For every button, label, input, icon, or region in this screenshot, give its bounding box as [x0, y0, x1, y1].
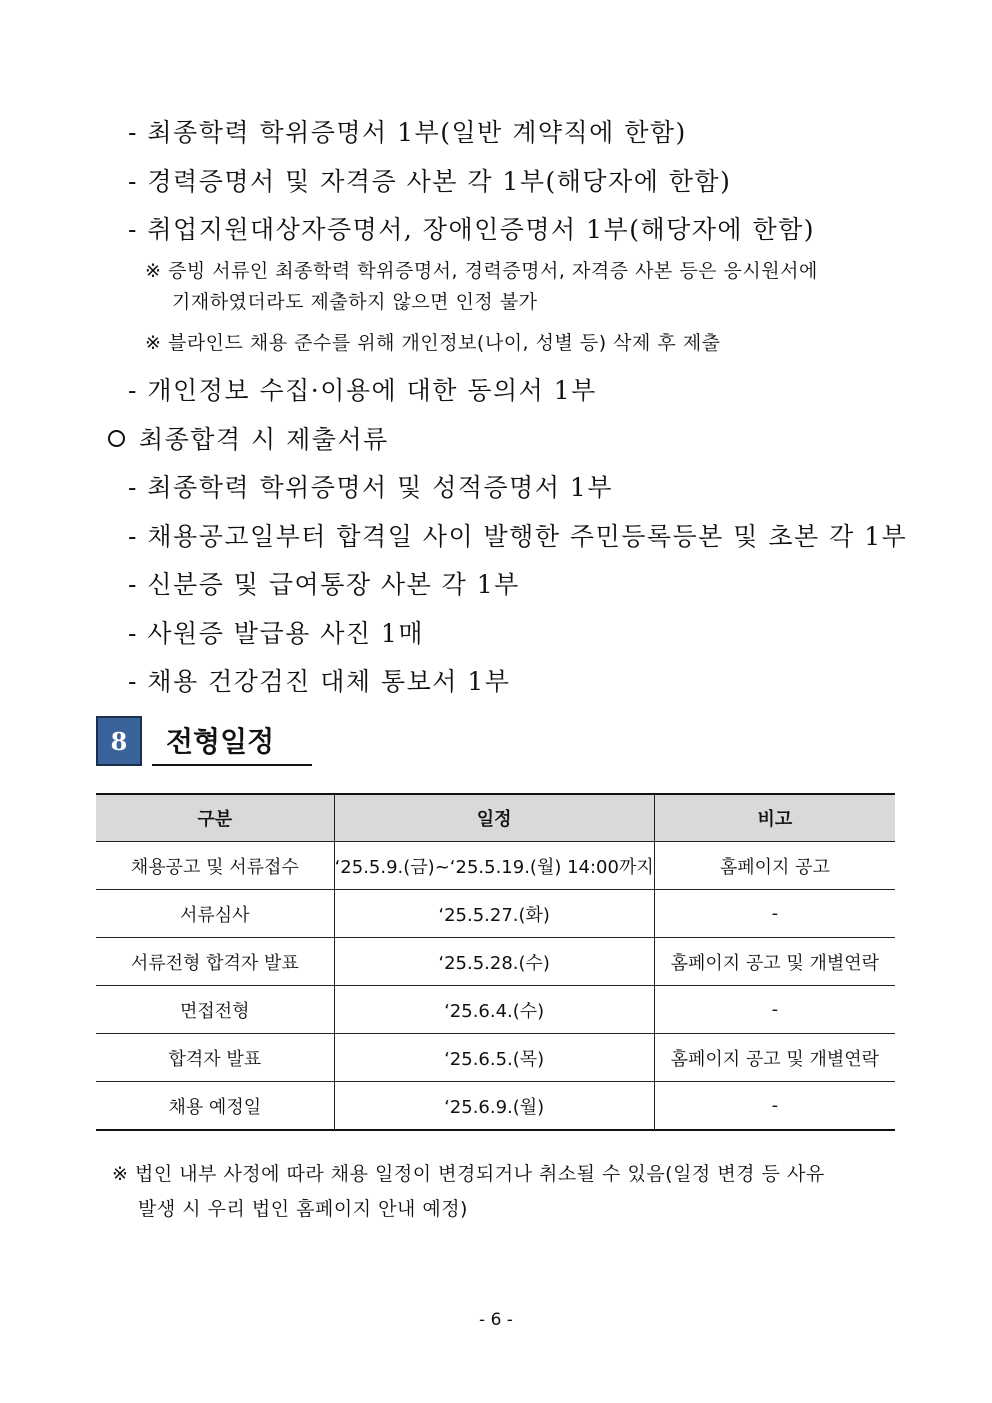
circle-bullet-icon: [108, 430, 125, 447]
cell-schedule: ‘25.5.27.(화): [334, 890, 654, 938]
table-row: [96, 986, 895, 1034]
table-row: [96, 938, 895, 986]
section-title-underline: [152, 764, 312, 766]
table-row: [96, 1082, 895, 1131]
final-docs-heading: [108, 420, 389, 456]
final-doc-health-check: - 채용 건강검진 대체 통보서 1부: [128, 667, 511, 696]
submit-item-employment-support: - 취업지원대상자증명서, 장애인증명서 1부(해당자에 한함): [128, 215, 816, 244]
schedule-table: [96, 793, 895, 1131]
final-doc-photo: - 사원증 발급용 사진 1매: [128, 619, 424, 648]
final-docs-heading-text: 최종합격 시 제출서류: [139, 425, 389, 454]
cell-schedule: ‘25.5.28.(수): [334, 938, 654, 986]
section-title: 전형일정: [166, 725, 275, 758]
final-doc-id-bankbook: - 신분증 및 급여통장 사본 각 1부: [128, 570, 520, 599]
page-number: - 6 -: [479, 1310, 513, 1330]
cell-remarks: -: [654, 986, 895, 1034]
header-category: 구분: [96, 794, 334, 842]
cell-category: 서류심사: [96, 890, 334, 938]
cell-schedule: ‘25.6.5.(목): [334, 1034, 654, 1082]
schedule-footnote: [112, 1157, 825, 1227]
header-schedule: 일정: [334, 794, 654, 842]
note-evidence-line1: ※ 증빙 서류인 최종학력 학위증명서, 경력증명서, 자격증 사본 등은 응시원서에: [145, 260, 818, 282]
final-doc-degree: - 최종학력 학위증명서 및 성적증명서 1부: [128, 473, 613, 502]
footnote-line1: ※ 법인 내부 사정에 따라 채용 일정이 변경되거나 취소될 수 있음(일정 변경 등 사유: [112, 1163, 825, 1185]
cell-remarks: 홈페이지 공고 및 개별연락: [654, 1034, 895, 1082]
cell-schedule: ‘25.6.9.(월): [334, 1082, 654, 1131]
note-evidence-line2: 기재하였더라도 제출하지 않으면 인정 불가: [172, 291, 538, 313]
note-blind: ※ 블라인드 채용 준수를 위해 개인정보(나이, 성별 등) 삭제 후 제출: [145, 332, 721, 354]
cell-category: 서류전형 합격자 발표: [96, 938, 334, 986]
cell-category: 채용 예정일: [96, 1082, 334, 1131]
final-doc-resident-registration: - 채용공고일부터 합격일 사이 발행한 주민등록등본 및 초본 각 1부: [128, 522, 908, 551]
submit-item-career: - 경력증명서 및 자격증 사본 각 1부(해당자에 한함): [128, 167, 732, 196]
header-remarks: 비고: [654, 794, 895, 842]
note-evidence: [145, 256, 818, 318]
table-header-row: [96, 794, 895, 842]
cell-remarks: 홈페이지 공고 및 개별연락: [654, 938, 895, 986]
submit-item-consent: - 개인정보 수집·이용에 대한 동의서 1부: [128, 376, 597, 405]
cell-remarks: -: [654, 1082, 895, 1131]
table-row: [96, 842, 895, 890]
cell-schedule: ‘25.6.4.(수): [334, 986, 654, 1034]
table-row: [96, 1034, 895, 1082]
table-row: [96, 890, 895, 938]
cell-category: 면접전형: [96, 986, 334, 1034]
cell-category: 합격자 발표: [96, 1034, 334, 1082]
cell-category: 채용공고 및 서류접수: [96, 842, 334, 890]
cell-schedule: ‘25.5.9.(금)~‘25.5.19.(월) 14:00까지: [334, 842, 654, 890]
cell-remarks: 홈페이지 공고: [654, 842, 895, 890]
footnote-line2: 발생 시 우리 법인 홈페이지 안내 예정): [138, 1198, 468, 1220]
cell-remarks: -: [654, 890, 895, 938]
submit-item-degree: - 최종학력 학위증명서 1부(일반 계약직에 한함): [128, 118, 687, 147]
section-number-badge: 8: [96, 716, 142, 766]
